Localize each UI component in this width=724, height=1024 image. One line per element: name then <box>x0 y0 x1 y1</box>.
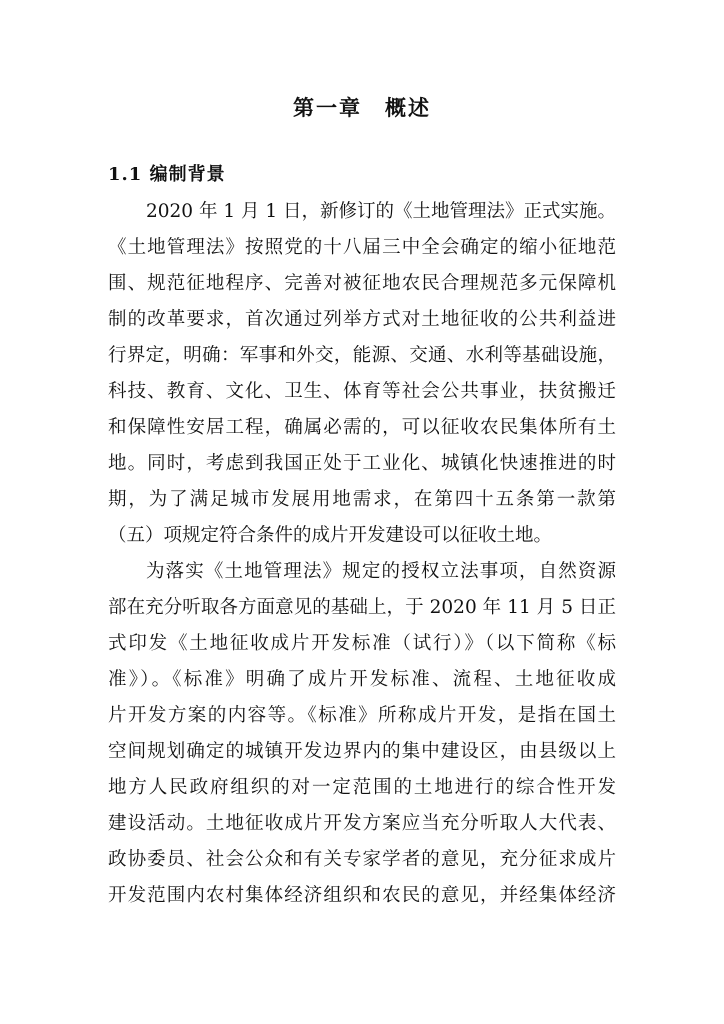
paragraph-2-line-8: 建设活动。土地征收成片开发方案应当充分听取人大代表、 <box>108 813 616 834</box>
paragraph-2-line-9: 政协委员、社会公众和有关专家学者的意见，充分征求成片 <box>108 849 616 870</box>
section-heading: 1.1 编制背景 <box>108 164 226 185</box>
paragraph-2-line-7: 地方人民政府组织的对一定范围的土地进行的综合性开发 <box>108 777 616 798</box>
paragraph-1-line-1: 2020 年 1 月 1 日，新修订的《土地管理法》正式实施。 <box>146 201 617 222</box>
chapter-title: 第一章 概述 <box>293 95 431 120</box>
paragraph-2-line-2: 部在充分听取各方面意见的基础上，于 2020 年 11 月 5 日正 <box>108 597 616 618</box>
paragraph-1-line-10: （五）项规定符合条件的成片开发建设可以征收土地。 <box>108 525 553 546</box>
paragraph-1-line-9: 期，为了满足城市发展用地需求，在第四十五条第一款第 <box>108 489 616 510</box>
paragraph-2-line-1: 为落实《土地管理法》规定的授权立法事项，自然资源 <box>146 561 616 582</box>
paragraph-1-line-6: 科技、教育、文化、卫生、体育等社会公共事业，扶贫搬迁 <box>108 381 616 402</box>
paragraph-1-line-2: 《土地管理法》按照党的十八届三中全会确定的缩小征地范 <box>108 237 616 258</box>
paragraph-1-line-4: 制的改革要求，首次通过列举方式对土地征收的公共利益进 <box>108 309 616 330</box>
paragraph-1-line-8: 地。同时，考虑到我国正处于工业化、城镇化快速推进的时 <box>108 453 616 474</box>
paragraph-1-line-5: 行界定，明确：军事和外交，能源、交通、水利等基础设施， <box>108 345 616 366</box>
paragraph-2-line-3: 式印发《土地征收成片开发标准（试行）》（以下简称《标 <box>108 633 616 654</box>
paragraph-2-line-6: 空间规划确定的城镇开发边界内的集中建设区，由县级以上 <box>108 741 616 762</box>
paragraph-1-line-3: 围、规范征地程序、完善对被征地农民合理规范多元保障机 <box>108 273 616 294</box>
paragraph-1-line-7: 和保障性安居工程，确属必需的，可以征收农民集体所有土 <box>108 417 616 438</box>
paragraph-2-line-5: 片开发方案的内容等。《标准》所称成片开发，是指在国土 <box>108 705 616 726</box>
paragraph-2-line-4: 准》）。《标准》明确了成片开发标准、流程、土地征收成 <box>108 669 616 690</box>
paragraph-2-line-10: 开发范围内农村集体经济组织和农民的意见，并经集体经济 <box>108 885 616 906</box>
